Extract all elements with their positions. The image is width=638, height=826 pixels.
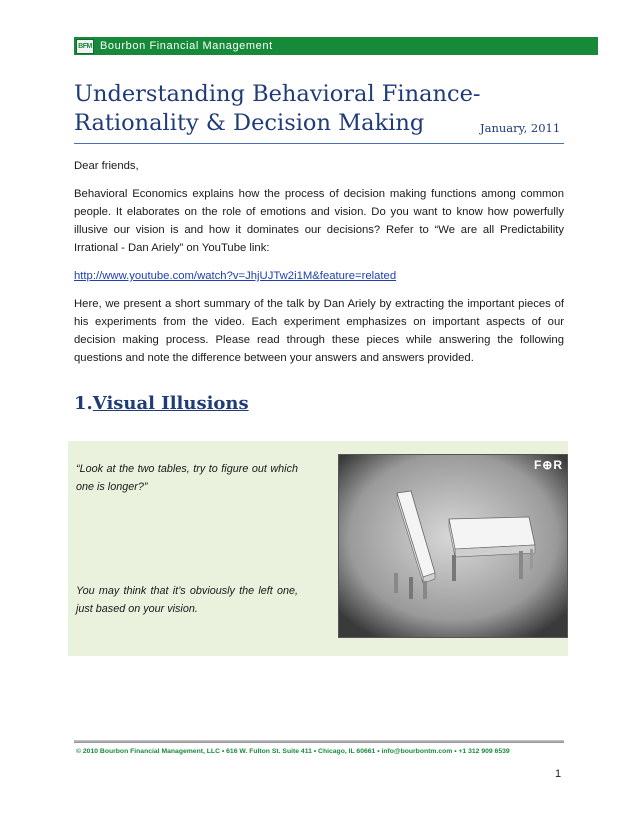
video-still <box>338 454 568 638</box>
summary-paragraph: Here, we present a short summary of the talk by Dan Ariely by extracting the important pieces of his experiments from the video. Each experiment emphasizes on important aspects of our decision making process. Please read through these pieces while answering the following questions and note the difference between your answers and answers provided. <box>74 298 564 364</box>
title-line-1: Understanding Behavioral Finance- <box>74 81 481 107</box>
greeting: Dear friends, <box>74 160 139 172</box>
illusion-answer: You may think that it’s obviously the left one, just based on your vision. <box>76 585 298 615</box>
illusion-question: “Look at the two tables, try to figure out which one is longer?” <box>76 463 298 493</box>
page-number: 1 <box>555 768 562 780</box>
video-watermark: F⊕R <box>533 458 563 472</box>
title-divider <box>74 143 564 144</box>
youtube-link[interactable]: http://www.youtube.com/watch?v=JhjUJTw2i1M&feature=related <box>74 270 397 282</box>
section-title: Visual Illusions <box>92 393 249 414</box>
header-bar <box>74 37 598 55</box>
company-logo: BFM <box>76 39 94 54</box>
publication-date: January, 2011 <box>480 121 561 135</box>
footer-contact: © 2010 Bourbon Financial Management, LLC • 616 W. Fulton St. Suite 411 • Chicago, IL 60661 • info@bourbontm.com • +1 312 909 6539 <box>76 748 510 755</box>
company-name: Bourbon Financial Management <box>100 40 273 52</box>
footer-divider <box>74 740 564 743</box>
title-line-2: Rationality & Decision Making <box>74 110 425 136</box>
body-text <box>74 157 564 377</box>
section-number: 1. <box>74 393 93 414</box>
intro-paragraph: Behavioral Economics explains how the process of decision making functions among common people. It elaborates on the role of emotions and vision. Do you want to know how powerfully illusive our vision is and how it dominates our decisions? Refer to “We are all Predictability Irrational - Dan Ariely” on YouTube link: <box>74 188 564 254</box>
section-heading <box>74 393 249 414</box>
tables-illustration <box>339 455 567 637</box>
